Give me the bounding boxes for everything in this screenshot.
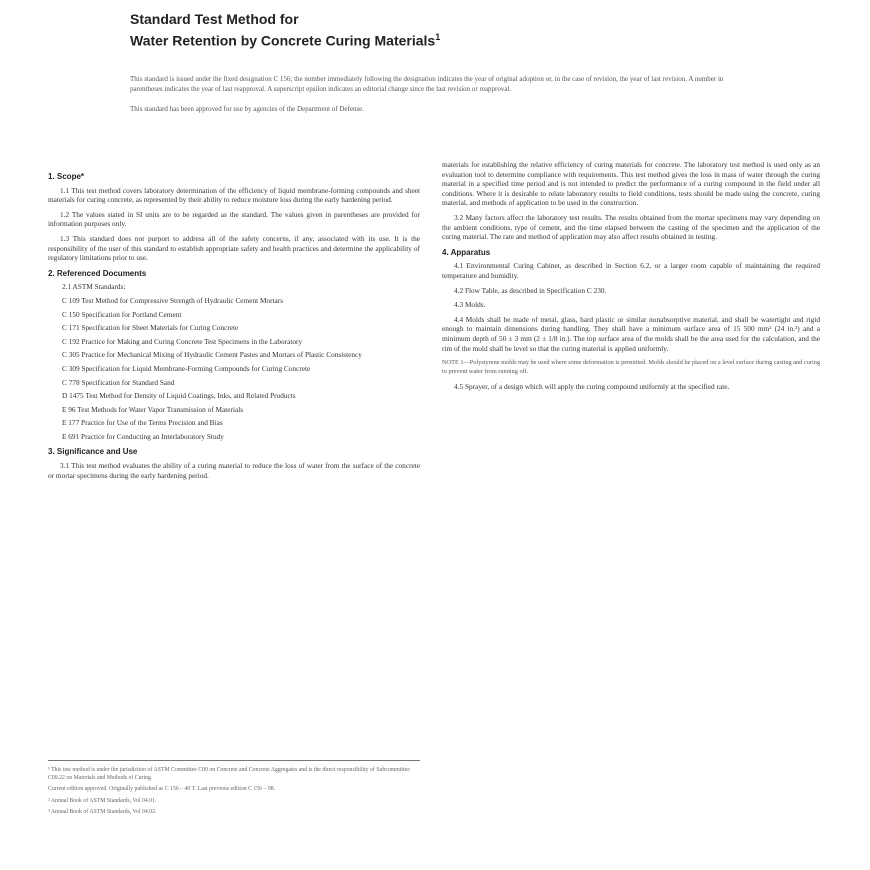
footnotes: [48, 760, 420, 821]
reference-item: C 309 Specification for Liquid Membrane-Forming Compounds for Curing Concrete: [62, 363, 311, 373]
references-list: [48, 282, 420, 441]
references-heading: 2. Referenced Documents: [48, 268, 147, 278]
apparatus-item: 4.2 Flow Table, as described in Specification C 230.: [454, 285, 607, 295]
reference-item: E 691 Practice for Conducting an Interlaboratory Study: [62, 431, 224, 441]
intro-designation-note: This standard is issued under the fixed designation C 156; the number immediately following the designation indicates the year of original adoption or, in the case of revision, the year of last revision. A number in parentheses indicates the year of last reapproval. A superscript epsilon indicates an editorial change since the last revision or reapproval.: [130, 75, 724, 93]
footnote: ³ Annual Book of ASTM Standards, Vol 04.02.: [48, 809, 157, 815]
title-line-2: Water Retention by Concrete Curing Materials: [130, 32, 436, 49]
document-title: [130, 10, 440, 50]
scope-heading: 1. Scope*: [48, 172, 85, 181]
apparatus-item: 4.5 Sprayer, of a design which will apply the curing compound uniformly at the specified rate.: [454, 382, 730, 392]
reference-item: C 109 Test Method for Compressive Strength of Hydraulic Cement Mortars: [62, 295, 284, 305]
scope-paragraph: 1.2 The values stated in SI units are to be regarded as the standard. The values given in parentheses are provided for information purposes only.: [48, 209, 420, 229]
left-column: [48, 166, 420, 485]
footnote: Current edition approved. Originally published as C 156 – 40 T. Last previous edition C 156 – 98.: [48, 786, 276, 792]
title-line-2-wrap: [130, 28, 440, 50]
reference-item: E 96 Test Methods for Water Vapor Transmission of Materials: [62, 404, 244, 414]
right-column: [442, 160, 820, 397]
apparatus-heading: 4. Apparatus: [442, 247, 491, 257]
significance-paragraph: 3.2 Many factors affect the laboratory test results. The results obtained from the mortar specimens may vary depending on the ambient conditions, type of cement, and the time elapsed between the casting of the specimen and the application of the curing material. The rate and method of application may also affect results obtained in testing.: [442, 212, 820, 242]
reference-item: C 305 Practice for Mechanical Mixing of Hydraulic Cement Pastes and Mortars of Plastic Consistency: [62, 350, 362, 360]
significance-continued: materials for establishing the relative efficiency of curing materials for concrete. The laboratory test method is used only as an evaluation tool to determine compliance with requirements. This test method gives the loss in mass of water through the curing material in a specified time period and is not intended to predict the performance of a curing compound in the field under all conditions. Where it is desirable to relate laboratory results to field conditions, tests should be made using the concrete, curing material, and methods of application to be used in the construction.: [442, 160, 820, 208]
reference-item: E 177 Practice for Use of the Terms Precision and Bias: [62, 418, 223, 428]
significance-paragraph: 3.1 This test method evaluates the ability of a curing material to reduce the loss of water from the surface of the concrete or mortar specimens during the early hardening period.: [48, 461, 420, 480]
apparatus-item: 4.1 Environmental Curing Cabinet, as described in Section 6.2, or a larger room capable of maintaining the required temperature and humidity.: [442, 261, 820, 280]
reference-item: C 192 Practice for Making and Curing Concrete Test Specimens in the Laboratory: [62, 336, 303, 346]
reference-item: C 171 Specification for Sheet Materials for Curing Concrete: [62, 323, 239, 333]
intro-defense-note: This standard has been approved for use by agencies of the Department of Defense.: [130, 105, 365, 113]
reference-item: C 150 Specification for Portland Cement: [62, 309, 182, 319]
title-footnote-mark: 1: [435, 32, 441, 42]
apparatus-item: 4.3 Molds.: [454, 300, 486, 310]
intro-block: [130, 74, 750, 124]
significance-heading: 3. Significance and Use: [48, 447, 138, 457]
title-line-1: Standard Test Method for: [130, 11, 299, 27]
reference-item: 2.1 ASTM Standards:: [62, 282, 126, 292]
footnote: ² Annual Book of ASTM Standards, Vol 04.01.: [48, 797, 157, 804]
reference-item: D 1475 Test Method for Density of Liquid Coatings, Inks, and Related Products: [62, 391, 296, 401]
reference-item: C 778 Specification for Standard Sand: [62, 377, 175, 387]
apparatus-item: 4.4 Molds shall be made of metal, glass, hard plastic or similar nonabsorptive material, and shall be watertight and rigid enough to maintain dimensions during handling. They shall have a minimum surface area of 15 500 mm² (24 in.²) and a minimum depth of 50 ± 3 mm (2 ± 1/8 in.). The top surface area of the molds shall be the area used for the calculation, and the rim of the mold shall be level so that the curing material is applied uniformly.: [442, 314, 820, 353]
apparatus-note: NOTE 1—Polystyrene molds may be used where some deformation is permitted. Molds should be placed on a level surface during casting and curing to prevent water from running off.: [442, 359, 820, 375]
footnote: ¹ This test method is under the jurisdiction of ASTM Committee C09 on Concrete and Concrete Aggregates and is the direct responsibility of Subcommittee C09.22 on Materials and Methods of Curing.: [48, 767, 410, 781]
scope-paragraph: 1.3 This standard does not purport to address all of the safety concerns, if any, associated with its use. It is the responsibility of the user of this standard to establish appropriate safety and health practices and determine the applicability of regulatory limitations prior to use.: [48, 233, 420, 263]
scope-paragraph: 1.1 This test method covers laboratory determination of the efficiency of liquid membrane-forming compounds and sheet materials for curing concrete, as represented by their ability to reduce moisture loss during the early hardening period.: [48, 185, 420, 205]
